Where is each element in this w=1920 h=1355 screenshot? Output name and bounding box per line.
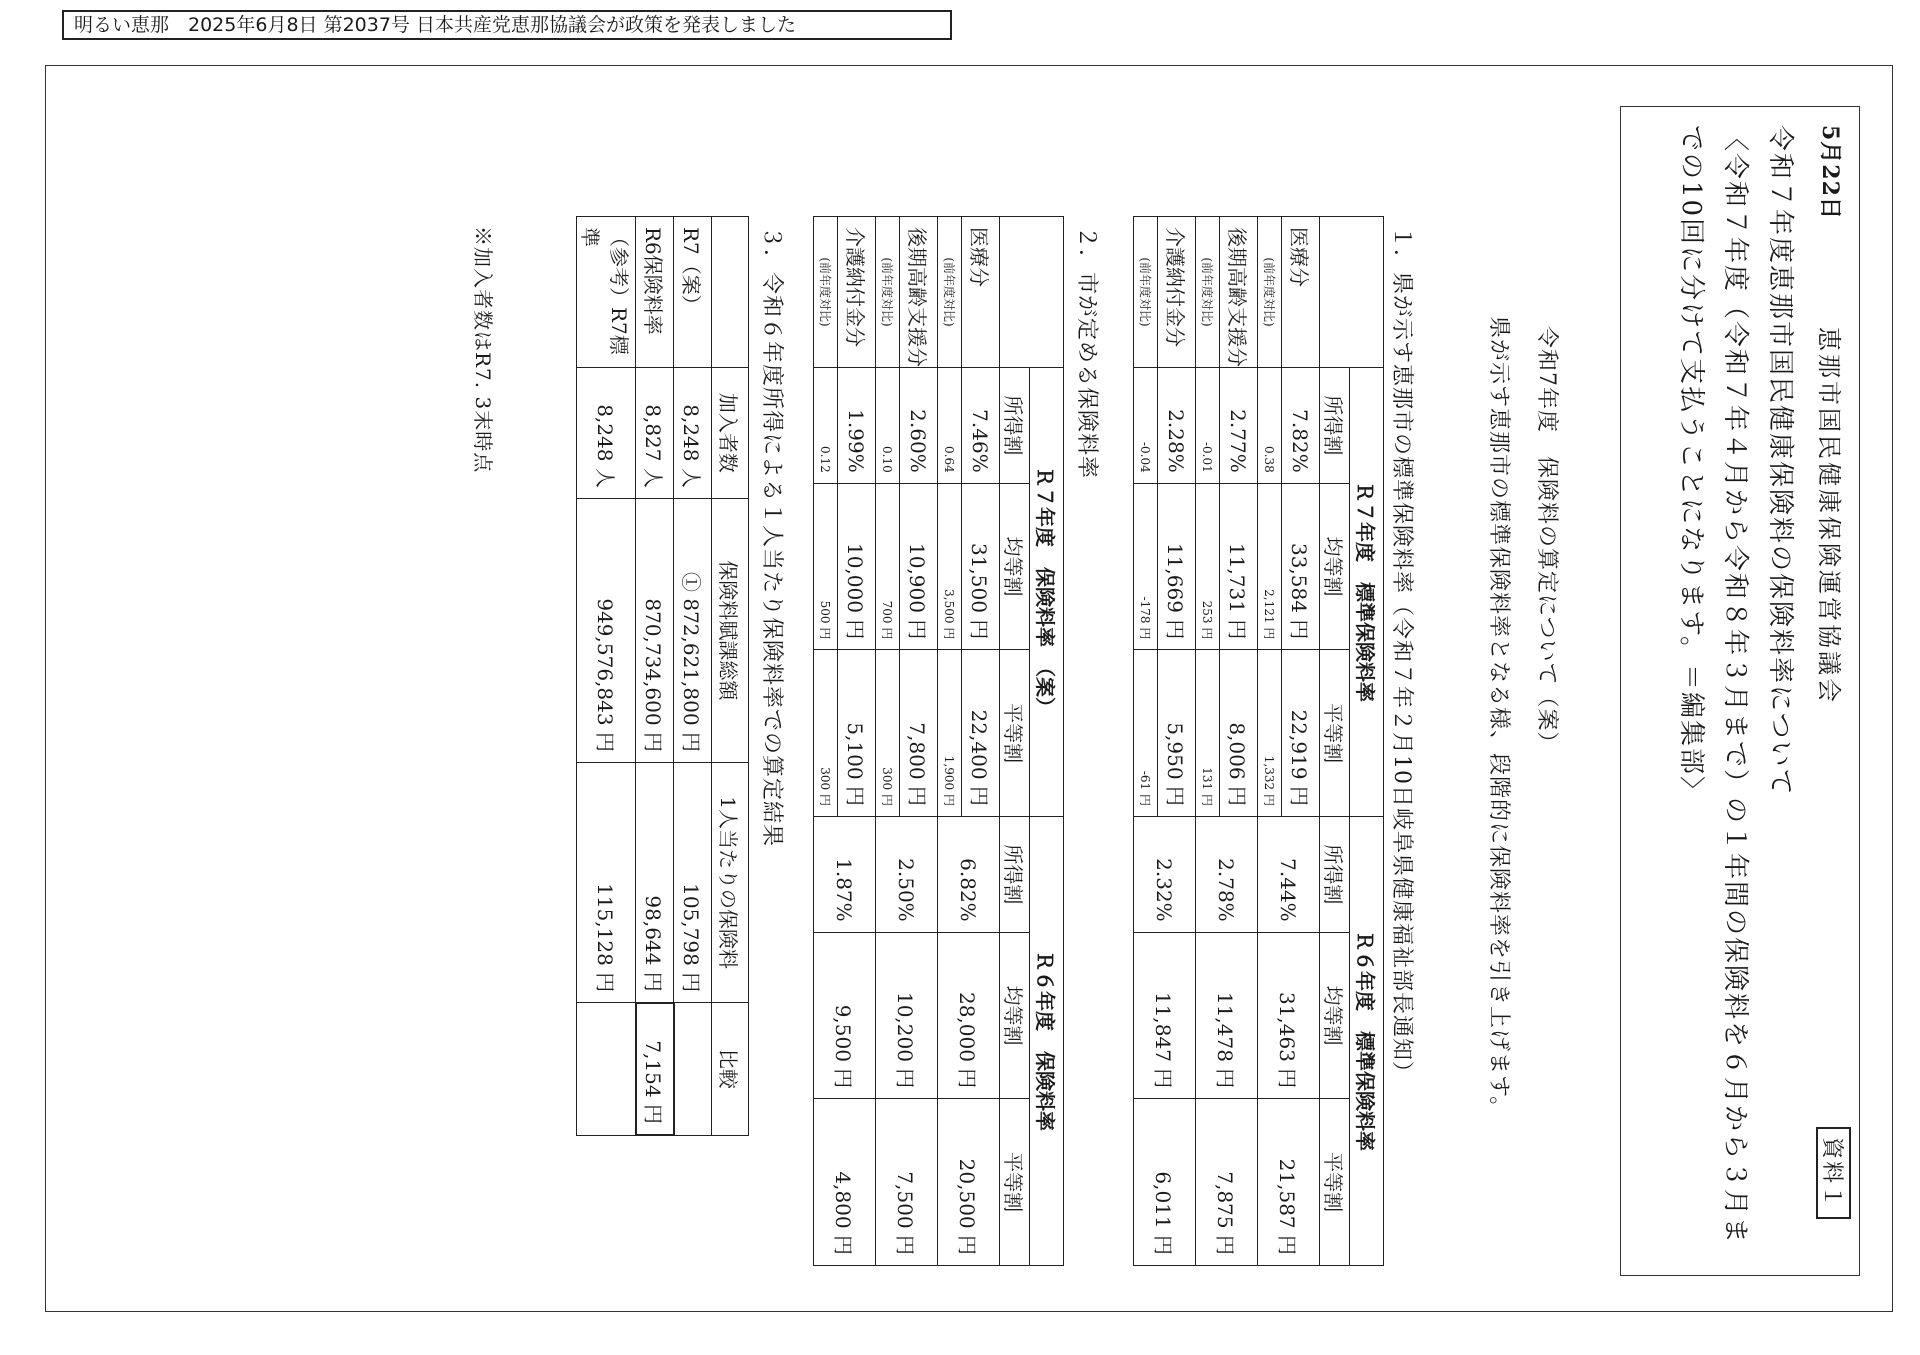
cell-diff: 131 円 bbox=[1196, 650, 1220, 817]
col-header: 均等割 bbox=[1000, 483, 1030, 650]
cell-value: 20,500 円 bbox=[938, 1099, 1000, 1266]
table-row bbox=[577, 217, 636, 1136]
cell-value: 31,463 円 bbox=[1258, 932, 1320, 1099]
info-box bbox=[1620, 106, 1860, 1276]
doc-intro: 県が示す恵那市の標準保険料率となる様、段階的に保険料率を引き上げます。 bbox=[1486, 316, 1511, 1120]
cell-value: 33,584 円 bbox=[1282, 483, 1320, 650]
cell-value: 7,800 円 bbox=[900, 650, 938, 817]
cell-value: 949,576,843 円 bbox=[577, 498, 636, 762]
cell-value: 10,900 円 bbox=[900, 483, 938, 650]
table-corner bbox=[1000, 217, 1064, 368]
row-label: 後期高齢支援分 bbox=[900, 217, 938, 368]
meeting-date: 5月22日 bbox=[1817, 125, 1843, 220]
row-label: 医療分 bbox=[1282, 217, 1320, 368]
cell-value: 2.28% bbox=[1158, 368, 1196, 484]
cell-value: 7,154 円 bbox=[636, 1003, 674, 1135]
table-row bbox=[900, 217, 938, 1266]
cell-value: 105,798 円 bbox=[674, 762, 712, 1002]
document-frame bbox=[45, 65, 1893, 1312]
cell-value: 10,000 円 bbox=[838, 483, 876, 650]
cell-value: 5,100 円 bbox=[838, 650, 876, 817]
cell-value: 8,248 人 bbox=[674, 368, 712, 499]
cell-value: 28,000 円 bbox=[938, 932, 1000, 1099]
row-sublabel: (前年度対比) bbox=[1134, 217, 1158, 368]
row-label: 医療分 bbox=[962, 217, 1000, 368]
row-sublabel: (前年度対比) bbox=[1258, 217, 1282, 368]
row-label: 介護納付金分 bbox=[1158, 217, 1196, 368]
table-row bbox=[1158, 217, 1196, 1266]
cell-diff: 700 円 bbox=[876, 483, 900, 650]
cell-value: 8,248 人 bbox=[577, 368, 636, 499]
cell-diff: -61 円 bbox=[1134, 650, 1158, 817]
cell-diff: 300 円 bbox=[876, 650, 900, 817]
table-row bbox=[674, 217, 712, 1136]
table-corner bbox=[712, 217, 749, 368]
cell-diff: 300 円 bbox=[814, 650, 838, 817]
cell-value: 8,827 人 bbox=[636, 368, 674, 499]
doc-subtitle: 令和7年度 保険料の算定について（案） bbox=[1534, 326, 1559, 755]
cell-value: 7,500 円 bbox=[876, 1099, 938, 1266]
editor-note: 〈令和７年度（令和７年４月から令和８年３月まで）の１年間の保険料を６月から３月までの10回に分けて支払うことになります。＝編集部〉 bbox=[1676, 125, 1750, 1246]
cell-value: 21,587 円 bbox=[1258, 1099, 1320, 1266]
col-header: 所得割 bbox=[1000, 816, 1030, 932]
footnote: ※加入者数はR7. 3末時点 bbox=[471, 226, 495, 474]
cell-value: 22,919 円 bbox=[1282, 650, 1320, 817]
table-row bbox=[1282, 217, 1320, 1266]
cell-value: 7.46% bbox=[962, 368, 1000, 484]
cell-value: 4,800 円 bbox=[814, 1099, 876, 1266]
col-header: 所得割 bbox=[1320, 368, 1350, 484]
col-header: 平等割 bbox=[1320, 650, 1350, 817]
document-title: 令和７年度恵那市国民健康保険料の保険料率について bbox=[1765, 125, 1795, 797]
section1-title: １．県が示す恵那市の標準保険料率（令和７年２月10日岐阜県健康福祉部長通知） bbox=[1389, 226, 1414, 1084]
cell-value: 7.44% bbox=[1258, 816, 1320, 932]
col-header: 平等割 bbox=[1000, 1099, 1030, 1266]
cell-value: 98,644 円 bbox=[636, 762, 674, 1002]
cell-diff: 0.38 bbox=[1258, 368, 1282, 484]
newsletter-header: 明るい恵那 2025年6月8日 第2037号 日本共産党恵那協議会が政策を発表しました bbox=[62, 10, 952, 40]
row-label: 介護納付金分 bbox=[838, 217, 876, 368]
cell-value: 2.77% bbox=[1220, 368, 1258, 484]
cell-value: 9,500 円 bbox=[814, 932, 876, 1099]
r7-header: Ｒ７年度 保険料率 （案） bbox=[1030, 368, 1064, 817]
col-header: 平等割 bbox=[1000, 650, 1030, 817]
city-rate-table bbox=[813, 216, 1064, 1266]
cell-value: 6,011 円 bbox=[1134, 1099, 1196, 1266]
cell-value: 11,731 円 bbox=[1220, 483, 1258, 650]
cell-value: 2.78% bbox=[1196, 816, 1258, 932]
document-tag: 資料１ bbox=[1816, 1127, 1851, 1219]
r6-header: Ｒ６年度 標準保険料率 bbox=[1350, 816, 1384, 1265]
col-header: 所得割 bbox=[1320, 816, 1350, 932]
cell-diff: 3,500 円 bbox=[938, 483, 962, 650]
calculation-result-table bbox=[577, 216, 750, 1136]
col-header: 所得割 bbox=[1000, 368, 1030, 484]
cell-value: 115,128 円 bbox=[577, 762, 636, 1002]
cell-diff: -0.04 bbox=[1134, 368, 1158, 484]
col-header: 加入者数 bbox=[712, 368, 749, 499]
row-sublabel: (前年度対比) bbox=[938, 217, 962, 368]
cell-value: 8,006 円 bbox=[1220, 650, 1258, 817]
row-sublabel: (前年度対比) bbox=[1196, 217, 1220, 368]
cell-diff: 0.12 bbox=[814, 368, 838, 484]
cell-diff: 1,900 円 bbox=[938, 650, 962, 817]
col-header: 均等割 bbox=[1320, 932, 1350, 1099]
cell-diff: -0.01 bbox=[1196, 368, 1220, 484]
r7-header: Ｒ７年度 標準保険料率 bbox=[1350, 368, 1384, 817]
standard-rate-table bbox=[1133, 216, 1384, 1266]
cell-value: 7.82% bbox=[1282, 368, 1320, 484]
cell-value bbox=[674, 1003, 712, 1135]
row-label: R7（案） bbox=[674, 217, 712, 368]
cell-value: ① 872,621,800 円 bbox=[674, 498, 712, 762]
cell-diff: 500 円 bbox=[814, 483, 838, 650]
council-name: 恵那市国民健康保険運営協議会 bbox=[1815, 327, 1843, 705]
cell-value: 11,669 円 bbox=[1158, 483, 1196, 650]
cell-diff: 0.10 bbox=[876, 368, 900, 484]
section3-title: ３．令和６年度所得による１人当たり保険料率での算定結果 bbox=[759, 226, 784, 848]
r6-header: Ｒ６年度 保険料率 bbox=[1030, 816, 1064, 1265]
section2-title: ２．市が定める保険料率 bbox=[1074, 226, 1099, 480]
col-header: 保険料賦課総額 bbox=[712, 498, 749, 762]
row-sublabel: (前年度対比) bbox=[876, 217, 900, 368]
cell-value: 10,200 円 bbox=[876, 932, 938, 1099]
cell-value: 6.82% bbox=[938, 816, 1000, 932]
cell-value: 2.50% bbox=[876, 816, 938, 932]
cell-value: 31,500 円 bbox=[962, 483, 1000, 650]
col-header: 平等割 bbox=[1320, 1099, 1350, 1266]
row-sublabel: (前年度対比) bbox=[814, 217, 838, 368]
table-row bbox=[1220, 217, 1258, 1266]
cell-value: 1.87% bbox=[814, 816, 876, 932]
col-header: 1人当たりの保険料 bbox=[712, 762, 749, 1002]
row-label: 後期高齢支援分 bbox=[1220, 217, 1258, 368]
cell-diff: 1,332 円 bbox=[1258, 650, 1282, 817]
cell-value: 2.32% bbox=[1134, 816, 1196, 932]
cell-value: 11,478 円 bbox=[1196, 932, 1258, 1099]
cell-diff: 253 円 bbox=[1196, 483, 1220, 650]
table-row bbox=[636, 217, 674, 1136]
table-row bbox=[712, 217, 749, 1136]
col-header: 比較 bbox=[712, 1003, 749, 1135]
cell-diff: -178 円 bbox=[1134, 483, 1158, 650]
table-corner bbox=[1320, 217, 1384, 368]
cell-diff: 2,121 円 bbox=[1258, 483, 1282, 650]
row-label: （参考）R7標準 bbox=[577, 217, 636, 368]
cell-value: 11,847 円 bbox=[1134, 932, 1196, 1099]
col-header: 均等割 bbox=[1000, 932, 1030, 1099]
col-header: 均等割 bbox=[1320, 483, 1350, 650]
table-row bbox=[838, 217, 876, 1266]
cell-value: 870,734,600 円 bbox=[636, 498, 674, 762]
cell-value: 5,950 円 bbox=[1158, 650, 1196, 817]
cell-value: 22,400 円 bbox=[962, 650, 1000, 817]
cell-value: 2.60% bbox=[900, 368, 938, 484]
cell-value: 1.99% bbox=[838, 368, 876, 484]
cell-value: 7,875 円 bbox=[1196, 1099, 1258, 1266]
cell-value bbox=[577, 1003, 636, 1135]
cell-diff: 0.64 bbox=[938, 368, 962, 484]
table-row bbox=[962, 217, 1000, 1266]
row-label: R6保険料率 bbox=[636, 217, 674, 368]
rotated-document bbox=[46, 66, 1894, 1313]
